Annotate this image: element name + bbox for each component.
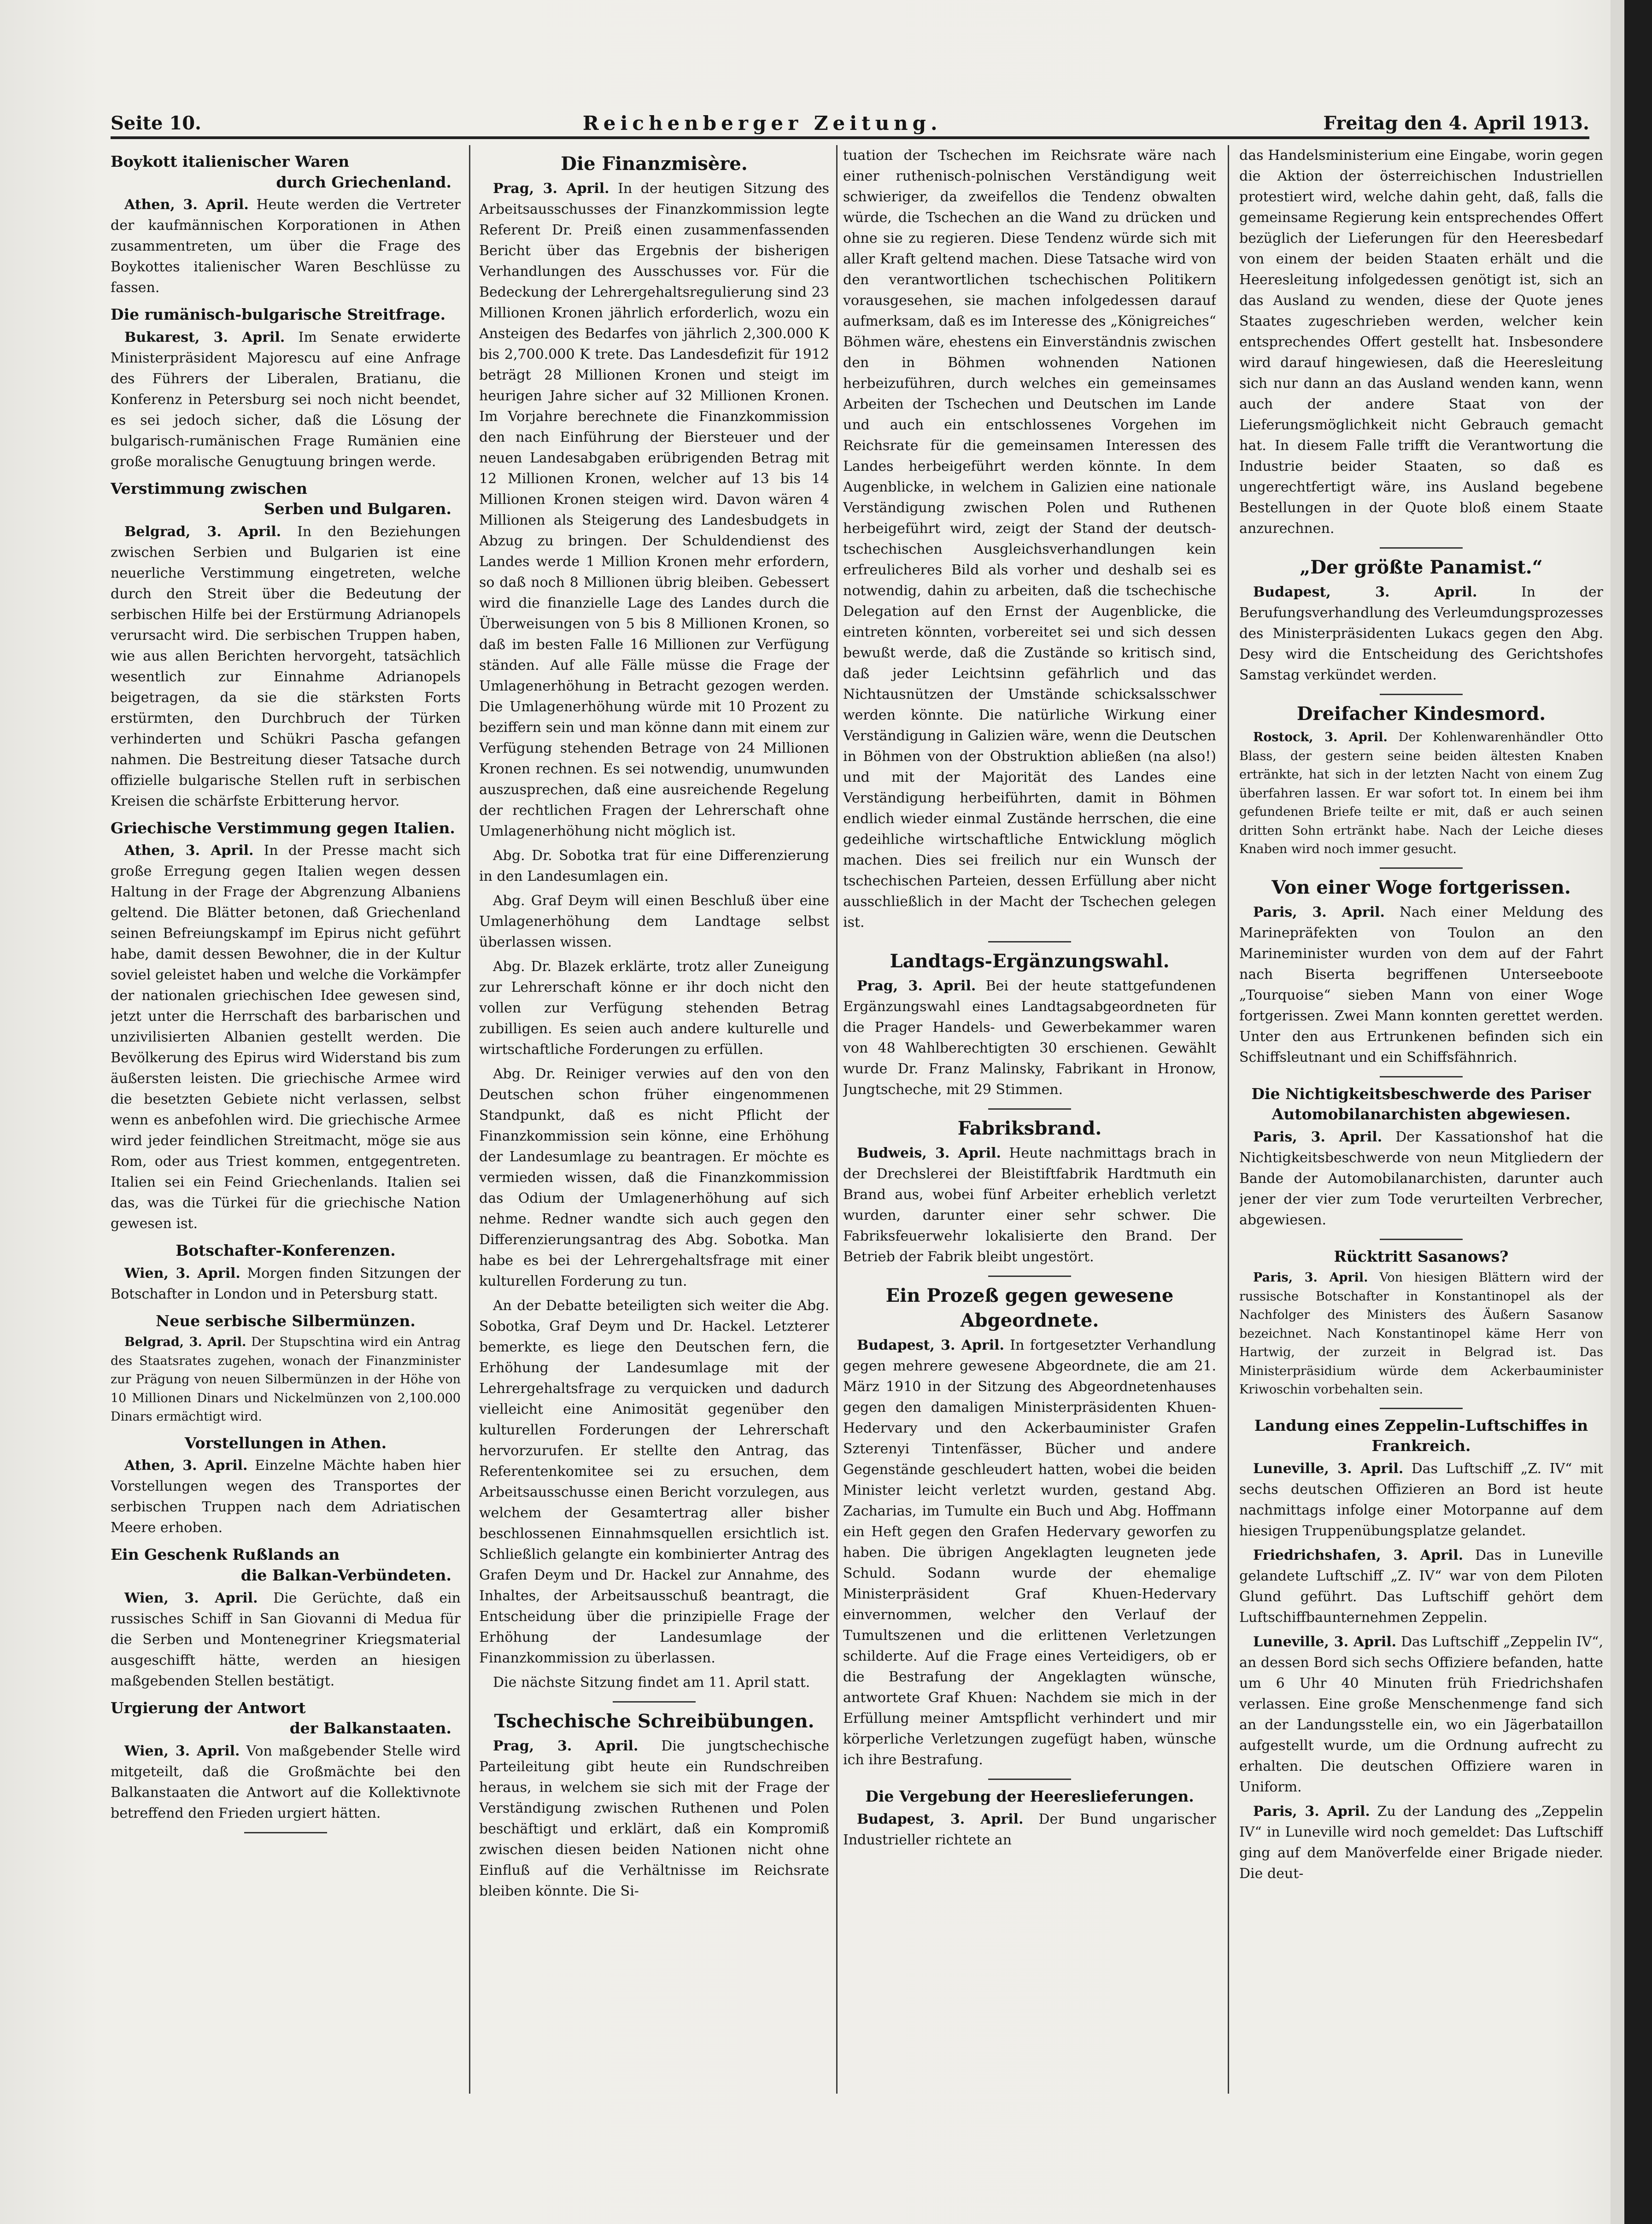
newspaper-title: Reichenberger Zeitung. xyxy=(582,111,942,135)
article-heading: Von einer Woge fortgerissen. xyxy=(1271,876,1571,898)
separator xyxy=(988,941,1071,942)
column-4 xyxy=(1239,145,1603,2140)
article-text: Budapest, 3. April. Der Bund ungarischer Industrieller richtete an xyxy=(843,1811,1216,1848)
adjacent-page-edge xyxy=(1611,0,1624,2224)
article-text: Athen, 3. April. Heute werden die Vertreter der kaufmännischen Korporationen in Athen zusammentreten, um über die Frage des Boykottes italienischer Waren Beschlüsse zu fassen. xyxy=(111,197,461,296)
separator xyxy=(988,1276,1071,1277)
header-rule xyxy=(111,136,1589,139)
article-text: Friedrichshafen, 3. April. Das in Luneville gelandete Luftschiff „Z. IV“ war von dem Piloten Glund geführt. Das Luftschiff gehört dem Luftschiffbaunternehmen Zeppelin. xyxy=(1239,1547,1603,1626)
article-text: Belgrad, 3. April. Der Stupschtina wird ein Antrag des Staatsrates zugehen, wonach der Finanzminister zur Prägung von neuen Silbermünzen in der Höhe von 10 Millionen Dinars und Nickelmünzen von 2,100.000 Dinars ermächtigt wird. xyxy=(111,1335,461,1424)
article-heading: Dreifacher Kindesmord. xyxy=(1296,703,1546,725)
article-text: Luneville, 3. April. Das Luftschiff „Z. IV“ mit sechs deutschen Offizieren an Bord ist heute nachmittags infolge einer Motorpanne auf dem hiesigen Truppenübungsplatze gelandet. xyxy=(1239,1460,1603,1539)
article-heading: Die rumänisch-bulgarische Streitfrage. xyxy=(111,305,446,324)
article-text: Belgrad, 3. April. In den Beziehungen zwischen Serbien und Bulgarien ist eine neuerliche Verstimmung eingetreten, welche durch den Streit über die Bedeutung der serbischen Hilfe bei der Erstürmung Adrianopels verursacht wird. Die serbischen Truppen haben, wie aus allen Berichten hervorgeht, tatsächlich wesentlich zur Einnahme Adrianopels beigetragen, da sie die stärksten Forts erstürmten, den Durchbruch der Türken verhinderten und Schükri Pascha gefangen nahmen. Die Bestreitung dieser Tatsache durch offizielle bulgarische Stellen ruft in serbischen Kreisen die schärfste Erbitterung hervor. xyxy=(111,523,461,809)
article-text: Wien, 3. April. Die Gerüchte, daß ein russisches Schiff in San Giovanni di Medua für die Serben und Montenegriner Kriegsmaterial ausgeschifft hätte, werden an hiesigen maßgebenden Stellen bestätigt. xyxy=(111,1590,461,1689)
article-text: Die nächste Sitzung findet am 11. April statt. xyxy=(493,1674,810,1691)
article-heading: Urgierung der Antwort der Balkanstaaten. xyxy=(111,1698,451,1738)
article-text: Budapest, 3. April. In fortgesetzter Verhandlung gegen mehrere gewesene Abgeordnete, die am 21. März 1910 in der Sitzung des Abgeordnetenhauses gegen den damaligen Ministerpräsidenten Khuen-Hedervary und den Ackerbauminister Grafen Szterenyi Tintenfässer, Bücher und andere Gegenstände geschleudert hatten, wobei die beiden Minister leicht verletzt wurden, gestand Abg. Zacharias, im Tumulte ein Buch und Abg. Hoffmann ein Heft gegen den Grafen Hedervary geworfen zu haben. Die übrigen Angeklagten leugneten jede Schuld. Sodann wurde der ehemalige Ministerpräsident Graf Khuen-Hedervary einvernommen, welcher den Verlauf der Tumultszenen und die erlittenen Verletzungen schilderte. Auf die Frage eines Verteidigers, ob er die Bestrafung der Angeklagten wünsche, antwortete Graf Khuen: Nachdem sie mich in der Erfüllung meiner Amtspflicht verhindert und mir körperliche Verletzungen zugefügt haben, wünsche ich ihre Bestrafung. xyxy=(843,1337,1216,1768)
article-heading: Boykott italienischer Waren durch Griechenland. xyxy=(111,152,451,191)
article-text: Budweis, 3. April. Heute nachmittags brach in der Drechslerei der Bleistiftfabrik Hardtmuth ein Brand aus, wobei fünf Arbeiter erheblich verletzt wurden, darunter einer sehr schwer. Die Fabriksfeuerwehr lokalisierte den Brand. Der Betrieb der Fabrik bleibt ungestört. xyxy=(843,1145,1216,1265)
separator xyxy=(1380,867,1463,869)
article-text: Abg. Dr. Blazek erklärte, trotz aller Zuneigung zur Lehrerschaft könne er ihr doch nicht den vollen zur Verfügung stehenden Betrag zubilligen. Es seien auch andere kulturelle und wirtschaftliche Forderungen zu erfüllen. xyxy=(479,959,829,1058)
article-text: Wien, 3. April. Morgen finden Sitzungen der Botschafter in London und in Petersburg statt. xyxy=(111,1265,461,1302)
article-text: Bukarest, 3. April. Im Senate erwiderte Ministerpräsident Majorescu auf eine Anfrage des Führers der Liberalen, Bratianu, die Konferenz in Petersburg sei noch nicht beendet, es sei jedoch sicher, daß die Lösung der bulgarisch-rumänischen Frage Rumänien eine große moralische Genugtuung bringen werde. xyxy=(111,329,461,470)
scan-border xyxy=(1624,0,1652,2224)
article-text: Paris, 3. April. Nach einer Meldung des Marinepräfekten von Toulon an den Marineminister wurden von dem auf der Fahrt nach Biserta begriffenen Unterseeboote „Tourquoise“ sieben Mann von einer Woge fortgerissen. Zwei Mann konnten gerettet werden. Unter den aus Ertrunkenen befinden sich ein Schiffsleutnant und ein Schiffsfähnrich. xyxy=(1239,904,1603,1065)
separator xyxy=(988,1779,1071,1780)
article-text: Wien, 3. April. Von maßgebender Stelle wird mitgeteilt, daß die Großmächte bei den Balkanstaaten die Antwort auf die Kollektivnote betreffend den Frieden urgiert hätten. xyxy=(111,1743,461,1821)
column-rule xyxy=(469,145,470,2094)
article-text: Paris, 3. April. Der Kassationshof hat die Nichtigkeitsbeschwerde von neun Mitgliedern der Bande der Automobilanarchisten, darunter auch jener der vier zum Tode verurteilten Verbrecher, abgewiesen. xyxy=(1239,1129,1603,1228)
article-text: Budapest, 3. April. In der Berufungsverhandlung des Verleumdungsprozesses des Ministerpräsidenten Lukacs gegen den Abg. Desy wird die Entscheidung des Gerichtshofes Samstag verkündet werden. xyxy=(1239,584,1603,683)
separator xyxy=(1380,1408,1463,1409)
column-1 xyxy=(111,145,461,2140)
article-heading: Tschechische Schreibübungen. xyxy=(494,1710,814,1732)
article-heading: Fabriksbrand. xyxy=(957,1118,1102,1139)
article-text: Abg. Dr. Reiniger verwies auf den von den Deutschen schon früher eingenommenen Standpunkt, daß es nicht Pflicht der Finanzkommission sein könne, eine Erhöhung der Landesumlage zu beantragen. Er möchte es vermieden wissen, daß die Finanzkommission das Odium der Umlagenerhöhung auf sich nehme. Redner wandte sich auch gegen den Differenzierungsantrag des Abg. Sobotka. Man habe es bei der Lehrergehaltsfrage mit einer kulturellen Forderung zu tun. xyxy=(479,1066,829,1289)
article-heading: Verstimmung zwischen Serben und Bulgaren. xyxy=(111,479,451,518)
column-rule xyxy=(836,145,838,2094)
article-text: Abg. Dr. Sobotka trat für eine Differenzierung in den Landesumlagen ein. xyxy=(479,848,829,884)
article-heading: Ein Prozeß gegen gewesene Abgeordnete. xyxy=(885,1285,1174,1331)
article-heading: Neue serbische Silbermünzen. xyxy=(156,1311,416,1330)
article-heading: Rücktritt Sasanows? xyxy=(1334,1247,1509,1265)
article-heading: Die Finanzmisère. xyxy=(561,153,748,175)
article-text: Paris, 3. April. Zu der Landung des „Zeppelin IV“ in Luneville wird noch gemeldet: Das Luftschiff ging auf dem Manöverfelde einer Brigade nieder. Die deut- xyxy=(1239,1803,1603,1882)
page-number: Seite 10. xyxy=(111,112,201,134)
article-text: An der Debatte beteiligten sich weiter die Abg. Sobotka, Graf Deym und Dr. Hackel. Letzterer bemerkte, es liege den Deutschen fern, die Erhöhung der Landesumlage mit der Lehrergehaltsfrage zu verquicken und dadurch vielleicht eine Animosität gegenüber den kulturellen Forderungen der Lehrerschaft hervorzurufen. Er stellte den Antrag, das Referentenkomitee sei zu ersuchen, dem Arbeitsausschusse einen Bericht vorzulegen, aus welchem der Gesamtertrag aller bisher beschlossenen Einnahmsquellen ersichtlich ist. Schließlich gelangte ein kombinierter Antrag des Grafen Deym und Dr. Hackel zur Annahme, des Inhaltes, der Arbeitsausschuß beantragt, die Entscheidung über die prinzipielle Frage der Erhöhung der Landesumlage der Finanzkommission zu überlassen. xyxy=(479,1298,829,1666)
page-header xyxy=(111,107,1589,139)
article-text: Prag, 3. April. Bei der heute stattgefundenen Ergänzungswahl eines Landtagsabgeordneten für die Prager Handels- und Gewerbekammer waren von 48 Wahlberechtigten 30 erschienen. Gewählt wurde Dr. Franz Malinsky, Fabrikant in Hronow, Jungtscheche, mit 29 Stimmen. xyxy=(843,978,1216,1098)
article-heading: Landtags-Ergänzungswahl. xyxy=(890,950,1170,972)
article-heading: „Der größte Panamist.“ xyxy=(1300,556,1543,578)
separator xyxy=(244,1832,327,1833)
article-text: Athen, 3. April. Einzelne Mächte haben hier Vorstellungen wegen des Transportes der serbischen Truppen nach dem Adriatischen Meere erhoben. xyxy=(111,1457,461,1536)
issue-date: Freitag den 4. April 1913. xyxy=(1323,112,1589,134)
column-2 xyxy=(479,145,829,2140)
article-text: das Handelsministerium eine Eingabe, worin gegen die Aktion der österreichischen Industriellen protestiert wird, welche dahin geht, daß, falls die gemeinsame Regierung kein entsprechendes Offert bezüglich der Lieferungen für den Heeresbedarf von einem der beiden Staaten erhält und die Heeresleitung infolgedessen genötigt ist, sich an das Ausland zu wenden, diese der Quote jenes Staates zugeschrieben werden, welcher kein entsprechendes Offert gestellt hat. Insbesondere wird darauf hingewiesen, daß die Heeresleitung sich nur dann an das Ausland wenden kann, wenn auch der andere Staat von der Lieferungsmöglichkeit nicht Gebrauch gemacht hat. In diesem Falle trifft die Verantwortung die Industrie beider Staaten, so daß es ungerechtfertigt wäre, ins Ausland begebene Bestellungen in der Quote bloß einem Staate anzurechnen. xyxy=(1239,147,1603,537)
separator xyxy=(1380,1076,1463,1077)
article-heading: Die Vergebung der Heereslieferungen. xyxy=(865,1787,1194,1805)
article-text: Prag, 3. April. Die jungtschechische Parteileitung gibt heute ein Rundschreiben heraus, in welchem sie sich mit der Frage der Verständigung zwischen Ruthenen und Polen beschäftigt und erklärt, daß ein Kompromiß zwischen diesen beiden Nationen nicht ohne Einfluß auf die Verhältnisse im Reichsrate bleiben könnte. Die Si- xyxy=(479,1738,829,1899)
article-text: Luneville, 3. April. Das Luftschiff „Zeppelin IV“, an dessen Bord sich sechs Offiziere befanden, hatte um 6 Uhr 40 Minuten früh Friedrichshafen verlassen. Eine große Menschenmenge fand sich an der Landungsstelle ein, wo ein Jägerbataillon aufgestellt wurde, um die Ordnung aufrecht zu erhalten. Die deutschen Offiziere waren in Uniform. xyxy=(1239,1633,1603,1795)
article-text: Paris, 3. April. Von hiesigen Blättern wird der russische Botschafter in Konstantinopel als der Nachfolger des Ministers des Äußern Sasanow bezeichnet. Nach Konstantinopel käme Herr von Hartwig, der zurzeit in Belgrad ist. Das Ministerpräsidium würde dem Ackerbauminister Kriwoschin vorbehalten sein. xyxy=(1239,1270,1603,1397)
article-text: Athen, 3. April. In der Presse macht sich große Erregung gegen Italien wegen dessen Haltung in der Frage der Abgrenzung Albaniens geltend. Die Blätter betonen, daß Griechenland seinen Befreiungskampf im Epirus nicht geführt habe, damit dessen Bewohner, die in der Kultur soviel geleistet haben und welche die Vorkämpfer der nationalen griechischen Idee gewesen sind, jetzt unter die Herrschaft des barbarischen und unzivilisierten Albanien gestellt werden. Die Bevölkerung des Epirus wird Widerstand bis zum äußersten leisten. Die griechische Armee wird die besetzten Gebiete nicht verlassen, selbst wenn es anbefohlen wird. Die griechische Armee wird jeder feindlichen Streitmacht, möge sie aus Rom, oder aus Triest kommen, entgegentreten. Italien sei ein Feind Griechenlands. Italien sei das, was die Türkei für die griechische Nation gewesen ist. xyxy=(111,843,461,1232)
article-heading: Griechische Verstimmung gegen Italien. xyxy=(111,819,455,837)
separator xyxy=(613,1701,696,1703)
separator xyxy=(988,1108,1071,1110)
separator xyxy=(1380,1239,1463,1240)
separator xyxy=(1380,694,1463,695)
article-heading: Landung eines Zeppelin-Luftschiffes in Frankreich. xyxy=(1254,1416,1588,1455)
article-heading: Die Nichtigkeitsbeschwerde des Pariser Automobilanarchisten abgewiesen. xyxy=(1251,1084,1591,1124)
article-text: Rostock, 3. April. Der Kohlenwarenhändler Otto Blass, der gestern seine beiden ältesten Knaben ertränkte, hat sich in der letzten Nacht von einem Zug überfahren lassen. Er war sofort tot. In einem bei ihm gefundenen Briefe teilte er mit, daß er auch seinen dritten Sohn ertränkt habe. Nach der Leiche dieses Knaben wird noch immer gesucht. xyxy=(1239,730,1603,856)
article-text: Prag, 3. April. In der heutigen Sitzung des Arbeitsausschusses der Finanzkommission legte Referent Dr. Preiß einen zusammenfassenden Bericht über das Ergebnis der bisherigen Verhandlungen des Ausschusses vor. Für die Bedeckung der Lehrergehaltsregulierung sind 23 Millionen Kronen jährlich erforderlich, wozu ein Ansteigen des Bedarfes von jährlich 2,300.000 K bis 2,700.000 K trete. Das Landesdefizit für 1912 beträgt 28 Millionen Kronen und steigt im heurigen Jahre sicher auf 32 Millionen Kronen. Im Vorjahre berechnete die Finanzkommission den nach Einführung der Biersteuer und der neuen Landesabgaben erübrigenden Betrag mit 12 Millionen Kronen, welcher auf 13 bis 14 Millionen Kronen steigen wird. Davon wären 4 Millionen als Steigerung des Landesbudgets in Abzug zu bringen. Der Schuldendienst des Landes werde 1 Million Kronen mehr erfordern, so daß noch 8 Millionen übrig bleiben. Gebessert wird die finanzielle Lage des Landes durch die Überweisungen von 5 bis 8 Millionen Kronen, so daß im besten Falle 16 Millionen zur Verfügung ständen. Auf alle Fälle müsse die Frage der Umlagenerhöhung in Betracht gezogen werden. Die Umlagenerhöhung würde mit 10 Prozent zu beziffern sein und man könne dann mit einem zur Verfügung stehenden Betrage von 24 Millionen Kronen rechnen. Es sei notwendig, unumwunden auszusprechen, daß eine ausreichende Regelung der rechtlichen Fragen der Lehrerschaft ohne Umlagenerhöhung nicht möglich ist. xyxy=(479,181,829,839)
column-rule xyxy=(1228,145,1229,2094)
article-heading: Botschafter-Konferenzen. xyxy=(176,1241,396,1260)
article-heading: Vorstellungen in Athen. xyxy=(184,1434,387,1452)
article-text: tuation der Tschechen im Reichsrate wäre nach einer ruthenisch-polnischen Verständigung weit schwieriger, da zweifellos die Tendenz obwalten würde, die Tschechen an die Wand zu drücken und ohne sie zu regieren. Diese Tendenz würde sich mit aller Kraft geltend machen. Diese Tatsache wird von den verantwortlichen tschechischen Politikern vorausgesehen, sie machen infolgedessen darauf aufmerksam, daß es im Interesse des „Königreiches“ Böhmen wäre, ehestens ein Einverständnis zwischen den in Böhmen wohnenden Nationen herbeizuführen, durch welches ein gemeinsames Arbeiten der Tschechen und Deutschen im Lande und auch ein entschlossenes Vorgehen im Reichsrate für die gemeinsamen Interessen des Landes herbeigeführt werden könnte. In dem Augenblicke, in welchem in Galizien eine nationale Verständigung zwischen Polen und Ruthenen herbeigeführt wird, zeigt der Stand der deutsch-tschechischen Ausgleichsverhandlungen kein erfreulicheres Bild als vorher und deshalb sei es notwendig, dahin zu arbeiten, daß die tschechische Delegation auf den Ernst der Augenblicke, die eintreten könnten, vorbereitet sei und sich dessen bewußt werde, daß die Zustände so kritisch sind, daß jeder Leichtsinn gefährlich und das Nichtausnützen der Umstände schicksalsschwer werden könnte. Die natürliche Wirkung einer Verständigung in Galizien wäre, wenn die Deutschen in Böhmen von der Obstruktion abließen (na also!) und mit der Majorität des Landes eine Verständigung herbeiführten, damit in Böhmen endlich wieder einmal Zustände herrschen, die eine gedeihliche wirtschaftliche Entwicklung möglich machen. Dies sei freilich nur ein Wunsch der tschechischen Parteien, dessen Erfüllung aber nicht ausschließlich in der Macht der Tschechen gelegen ist. xyxy=(843,147,1216,931)
column-3 xyxy=(843,145,1216,2140)
article-text: Abg. Graf Deym will einen Beschluß über eine Umlagenerhöhung dem Landtage selbst überlassen wissen. xyxy=(479,893,829,950)
separator xyxy=(1380,547,1463,549)
article-heading: Ein Geschenk Rußlands an die Balkan-Verbündeten. xyxy=(111,1545,451,1584)
